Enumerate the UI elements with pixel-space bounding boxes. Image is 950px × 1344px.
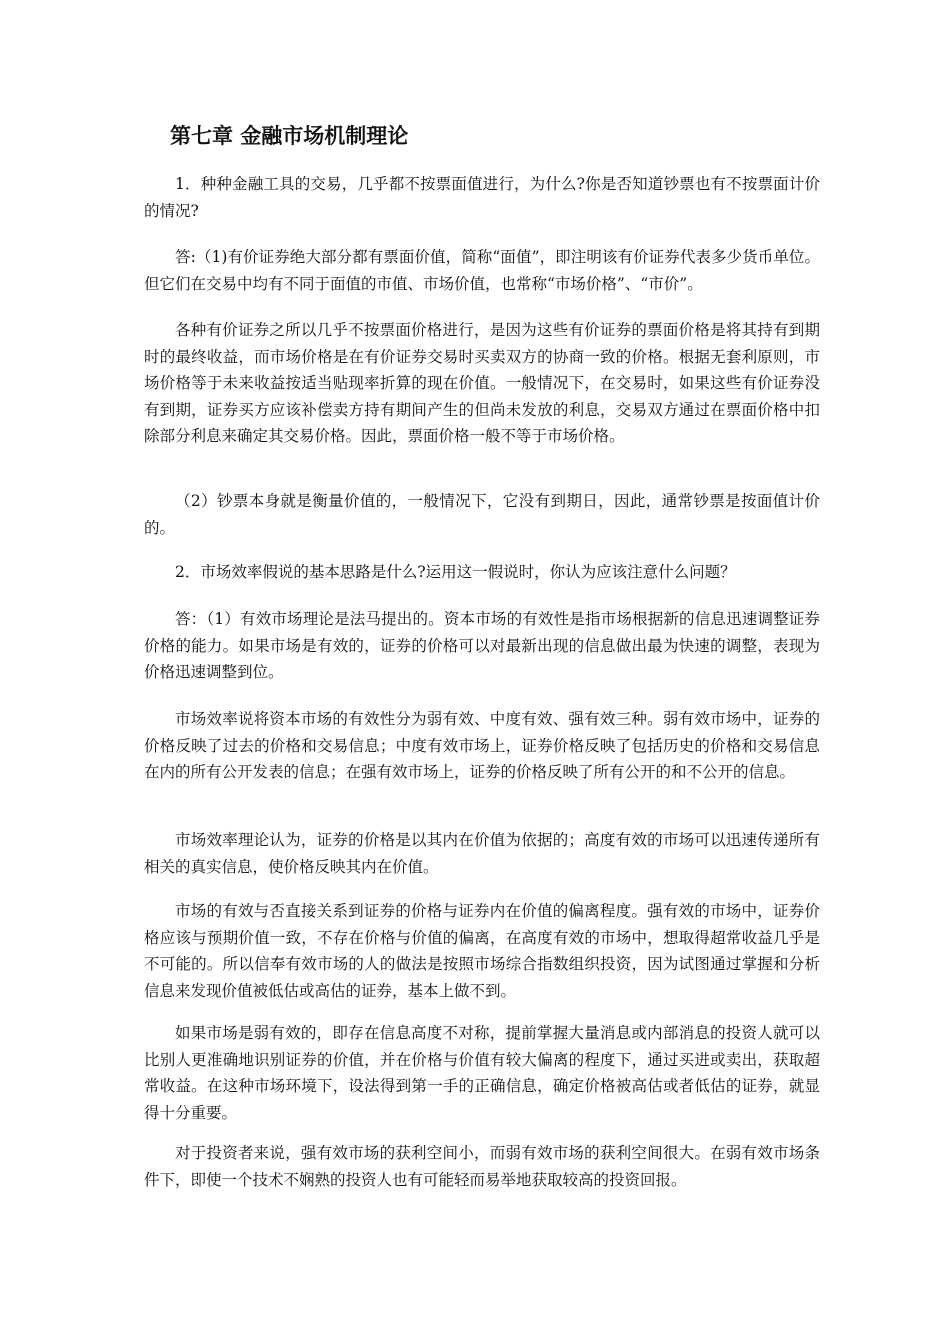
answer-2-paragraph-2: 市场效率说将资本市场的有效性分为弱有效、中度有效、强有效三种。弱有效市场中，证券的价格反映了过去的价格和交易信息；中度有效市场上，证券价格反映了包括历史的价格和交易信息在内的所有公开发表的信息；在强有效市场上，证券的价格反映了所有公开的和不公开的信息。 <box>144 710 820 781</box>
answer-2-paragraph-3: 市场效率理论认为，证券的价格是以其内在价值为依据的；高度有效的市场可以迅速传递所有相关的真实信息，使价格反映其内在价值。 <box>144 831 820 876</box>
answer-2-part-1: 答：（1）有效市场理论是法马提出的。资本市场的有效性是指市场根据新的信息迅速调整证券价格的能力。如果市场是有效的，证券的价格可以对最新出现的信息做出最为快速的调整，表现为价格迅速调整到位。 <box>144 610 820 681</box>
question-1: 1．种种金融工具的交易，几乎都不按票面值进行，为什么?你是否知道钞票也有不按票面计价的情况? <box>144 175 820 220</box>
answer-1-part-2: （2）钞票本身就是衡量价值的，一般情况下，它没有到期日，因此，通常钞票是按面值计价的。 <box>144 492 820 537</box>
answer-2-paragraph-4: 市场的有效与否直接关系到证券的价格与证券内在价值的偏离程度。强有效的市场中，证券价格应该与预期价值一致，不存在价格与价值的偏离，在高度有效的市场中，想取得超常收益几乎是不可能的。所以信奉有效市场的人的做法是按照市场综合指数组织投资，因为试图通过掌握和分析信息来发现价值被低估或高估的证券，基本上做不到。 <box>144 902 820 1000</box>
question-2: 2．市场效率假说的基本思路是什么?运用这一假说时，你认为应该注意什么问题？ <box>175 563 736 581</box>
answer-1-paragraph-2: 各种有价证券之所以几乎不按票面价格进行，是因为这些有价证券的票面价格是将其持有到期时的最终收益，而市场价格是在有价证券交易时买卖双方的协商一致的价格。根据无套利原则，市场价格等于未来收益按适当贴现率折算的现在价值。一般情况下，在交易时，如果这些有价证券没有到期，证券买方应该补偿卖方持有期间产生的但尚未发放的利息，交易双方通过在票面价格中扣除部分利息来确定其交易价格。因此，票面价格一般不等于市场价格。 <box>144 321 820 445</box>
answer-2-paragraph-5: 如果市场是弱有效的，即存在信息高度不对称，提前掌握大量消息或内部消息的投资人就可以比别人更准确地识别证券的价值，并在价格与价值有较大偏离的程度下，通过买进或卖出，获取超常收益。在这种市场环境下，设法得到第一手的正确信息，确定价格被高估或者低估的证券，就显得十分重要。 <box>144 1024 820 1122</box>
answer-2-paragraph-6: 对于投资者来说，强有效市场的获利空间小，而弱有效市场的获利空间很大。在弱有效市场条件下，即使一个技术不娴熟的投资人也有可能轻而易举地获取较高的投资回报。 <box>144 1144 820 1189</box>
chapter-title: 第七章 金融市场机制理论 <box>170 124 409 148</box>
answer-1-part-1: 答:（1)有价证券绝大部分都有票面价值，简称“面值”，即注明该有价证券代表多少货币单位。但它们在交易中均有不同于面值的市值、市场价值，也常称“市场价格”、“市价”。 <box>144 248 820 293</box>
